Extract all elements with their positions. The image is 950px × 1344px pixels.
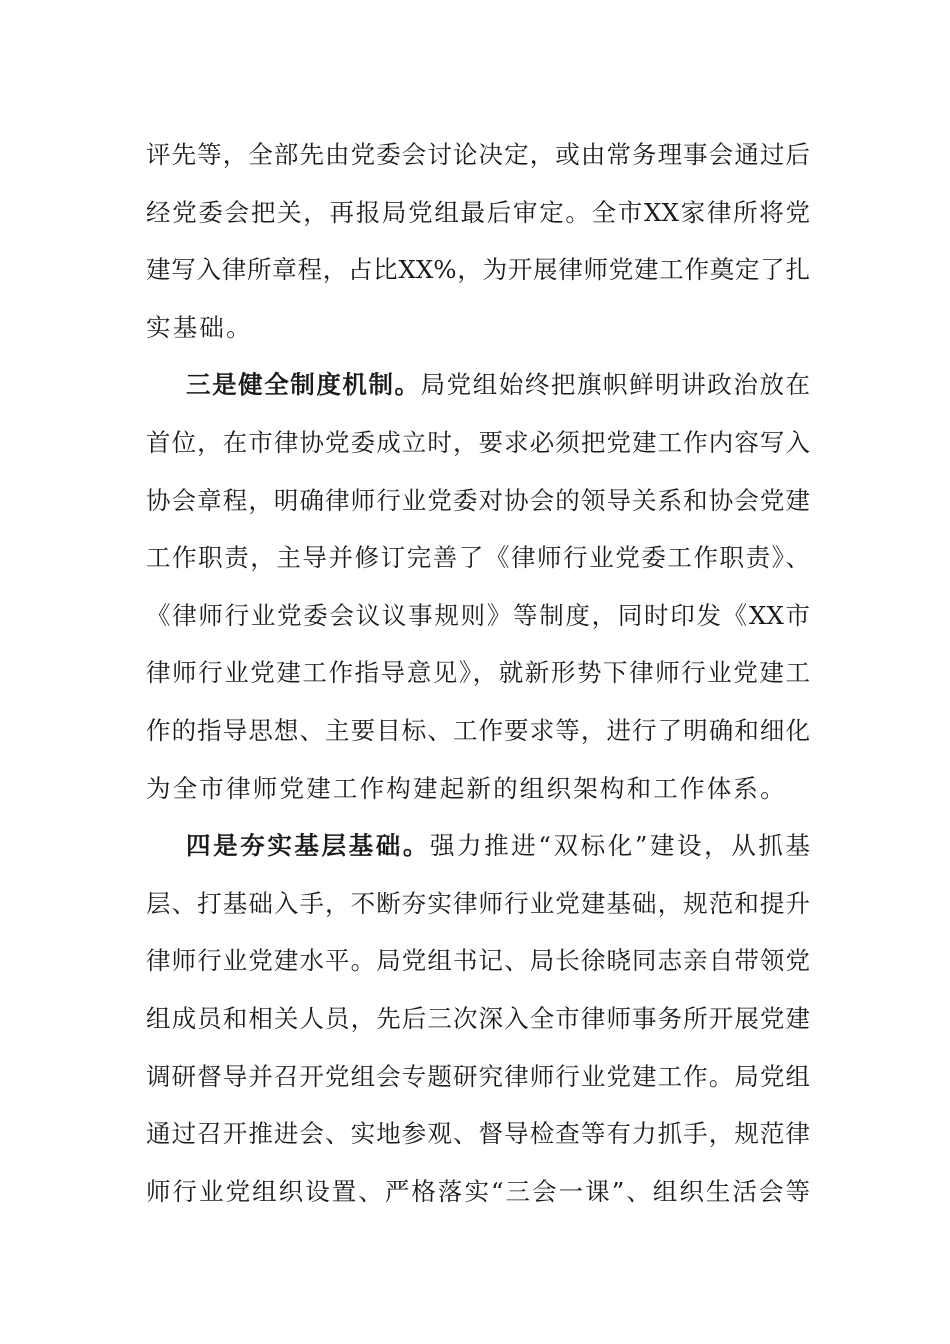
paragraph-continuation [146, 126, 810, 356]
text-line-first [146, 356, 810, 414]
text-line-first [146, 817, 810, 875]
text-line: 实基础。 [146, 312, 253, 342]
text-line: 律师行业党建水平。局党组书记、局长徐晓同志亲自带领党 [146, 946, 810, 976]
text-line: 层、打基础入手，不断夯实律师行业党建基础，规范和提升 [146, 888, 810, 918]
text-line: 评先等，全部先由党委会讨论决定，或由常务理事会通过后 [146, 140, 810, 169]
paragraph-four [146, 817, 810, 1220]
text-line: 组成员和相关人员，先后三次深入全市律师事务所开展党建 [146, 1003, 810, 1033]
text-line: 经党委会把关，再报局党组最后审定。全市XX家律所将党 [146, 197, 810, 227]
text-line: 工作职责，主导并修订完善了《律师行业党委工作职责》、 [146, 543, 810, 573]
paragraph-text: 强力推进“双标化”建设，从抓基 [429, 831, 810, 861]
text-line: 师行业党组织设置、严格落实“三会一课”、组织生活会等 [146, 1176, 810, 1206]
text-line: 作的指导思想、主要目标、工作要求等，进行了明确和细化 [146, 715, 810, 745]
text-line: 调研督导并召开党组会专题研究律师行业党建工作。局党组 [146, 1061, 810, 1091]
paragraph-lead: 四是夯实基层基础。 [186, 831, 430, 861]
text-line: 协会章程，明确律师行业党委对协会的领导关系和协会党建 [146, 485, 810, 515]
body-text [146, 126, 810, 1220]
text-line: 律师行业党建工作指导意见》，就新形势下律师行业党建工 [146, 658, 810, 688]
text-line: 首位，在市律协党委成立时，要求必须把党建工作内容写入 [146, 427, 810, 457]
paragraph-three [146, 356, 810, 817]
text-line: 《律师行业党委会议议事规则》等制度，同时印发《XX市 [146, 600, 810, 630]
text-line: 建写入律所章程，占比XX%，为开展律师党建工作奠定了扎 [146, 255, 810, 285]
text-line: 为全市律师党建工作构建起新的组织架构和工作体系。 [146, 773, 787, 803]
paragraph-text: 局党组始终把旗帜鲜明讲政治放在 [420, 370, 811, 400]
text-line: 通过召开推进会、实地参观、督导检查等有力抓手，规范律 [146, 1119, 810, 1149]
paragraph-lead: 三是健全制度机制。 [186, 370, 421, 400]
